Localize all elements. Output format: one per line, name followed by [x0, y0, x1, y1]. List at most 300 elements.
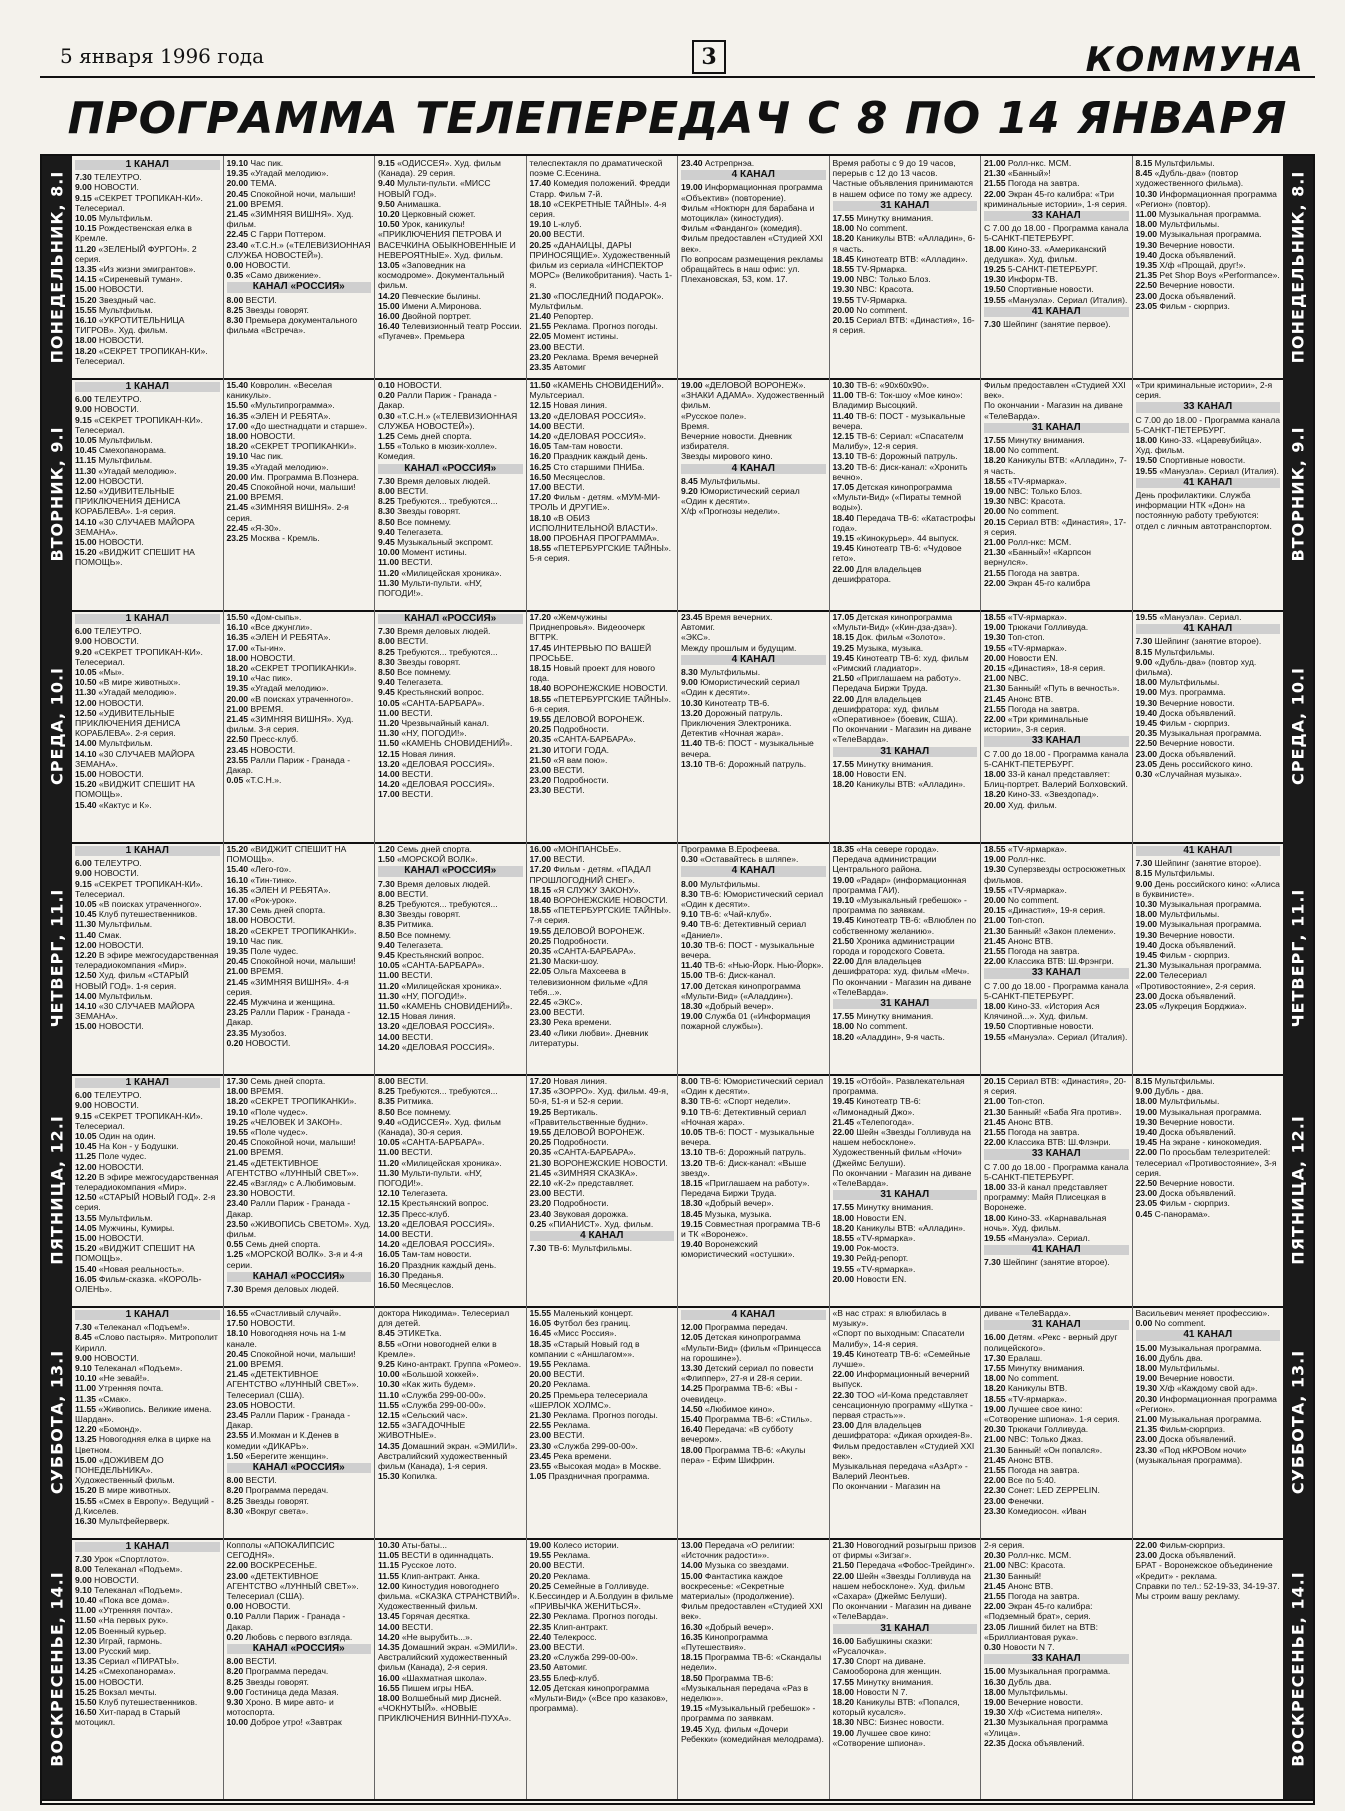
program-time: 16.50: [75, 1707, 97, 1718]
program-time: 20.30: [1135, 1393, 1158, 1404]
program-entry: [378, 1550, 523, 1560]
program-entry: [75, 930, 220, 940]
program-time: 13.20: [378, 1218, 400, 1229]
program-title: Программа передач.: [704, 1322, 788, 1333]
program-entry: [530, 1209, 675, 1219]
program-title: С Гарри Поттером.: [250, 229, 326, 240]
program-entry: [984, 1434, 1129, 1444]
program-time: 23.00: [1135, 1188, 1158, 1199]
program-time: 9.30: [226, 1697, 244, 1708]
program-entry: [681, 1673, 826, 1704]
program-entry: [530, 745, 675, 755]
program-title: ВЕСТИ.: [553, 1430, 585, 1441]
program-entry: [378, 854, 523, 864]
program-time: 17.30: [984, 1352, 1006, 1363]
program-entry: [681, 612, 826, 622]
program-entry: [530, 1471, 675, 1481]
program-title: «Только в мюзик-холле». Комедия.: [378, 441, 498, 462]
program-time: 13.10: [681, 1147, 703, 1158]
program-entry: [75, 950, 220, 970]
program-time: 8.45: [75, 1332, 92, 1343]
program-entry: [378, 537, 523, 547]
program-entry: [227, 1430, 372, 1450]
program-title: «СЕКРЕТ ТРОПИКАНКИ».: [250, 663, 357, 674]
program-time: 22.00: [832, 563, 855, 574]
channel-header: 1 КАНАЛ: [75, 382, 220, 392]
page-headline: ПРОГРАММА ТЕЛЕПЕРЕДАЧ С 8 ПО 14 ЯНВАРЯ: [67, 93, 1288, 144]
program-time: 9.00: [75, 1100, 92, 1111]
program-time: 15.20: [226, 844, 249, 854]
program-title: НОВОСТИ.: [94, 1352, 139, 1363]
program-title: ВЕСТИ.: [553, 420, 585, 431]
program-entry: [833, 513, 978, 533]
program-title: День российского кино.: [1159, 758, 1253, 769]
program-time: 20.20: [529, 1570, 552, 1581]
program-entry: [227, 523, 372, 533]
program-entry: [984, 547, 1129, 567]
program-time: 14.20: [529, 431, 552, 442]
program-entry: [530, 1318, 675, 1328]
program-time: 12.50: [75, 1192, 97, 1203]
channel-header: 41 КАНАЛ: [1136, 478, 1281, 488]
program-time: 15.00: [681, 970, 703, 981]
program-title: Телеканал «Подъем».: [94, 1363, 183, 1374]
program-time: 9.00: [1135, 656, 1153, 667]
program-time: 19.10: [529, 219, 552, 230]
program-time: 20.00: [984, 895, 1006, 906]
program-time: 22.00: [984, 714, 1006, 725]
program-title: Мультфильм.: [98, 919, 153, 930]
program-title: Ралли Париж - Гранада - Дакар.: [226, 1007, 351, 1028]
program-time: 9.00: [75, 868, 92, 879]
program-time: 22.35: [984, 1737, 1006, 1748]
program-time: 19.30: [1135, 1383, 1158, 1394]
program-title: Дубль два.: [1159, 1352, 1203, 1363]
program-time: 11.40: [681, 738, 703, 749]
program-title: «Заповедник на космодроме». Документальный фильм.: [378, 260, 505, 291]
program-title: Подробности.: [553, 1198, 609, 1209]
program-title: ТВ-6: Юмористический сериал «Один к десяти».: [681, 888, 824, 910]
program-time: 16.35: [681, 1631, 703, 1642]
program-entry: [75, 1656, 220, 1666]
schedule-column: [72, 1074, 224, 1306]
program-title: ВЕСТИ.: [401, 789, 434, 800]
program-title: ВРЕМЯ.: [250, 1147, 284, 1158]
program-entry: [227, 622, 372, 632]
program-time: 11.50: [378, 1001, 400, 1012]
program-title: Копполы «АПОКАЛИПСИС СЕГОДНЯ».: [226, 1540, 335, 1561]
program-entry: [530, 1560, 675, 1570]
program-time: 16.05: [378, 1249, 400, 1260]
program-title: Подробности.: [553, 935, 609, 946]
program-title: Вечерние новости.: [1007, 1697, 1084, 1708]
program-title: «СЕКРЕТ ТРОПИКАНКИ».: [250, 441, 357, 452]
program-time: 0.55: [226, 1239, 244, 1250]
program-entry: [984, 946, 1129, 956]
program-time: 21.30: [529, 744, 552, 755]
program-time: 7.30: [226, 1284, 244, 1295]
program-entry: [984, 800, 1129, 810]
program-time: 10.45: [75, 1141, 97, 1152]
program-title: Для владельцев дешифратора.: [832, 563, 922, 584]
program-time: 23.00: [529, 765, 552, 776]
program-entry: [1136, 158, 1281, 168]
program-title: «ДЕЛОВАЯ РОССИЯ».: [553, 431, 647, 442]
program-entry: [833, 1233, 978, 1243]
issue-date: 5 января 1996 года: [60, 44, 265, 68]
program-time: 18.15: [681, 1178, 703, 1189]
program-entry: [378, 1117, 523, 1137]
program-title: С 7.00 до 18.00 - Программа канала 5-САНКТ-ПЕТЕРБУРГ.: [1135, 414, 1280, 435]
program-time: 13.20: [681, 707, 703, 718]
program-title: Банный! «Закон племени».: [1007, 925, 1116, 936]
program-title: Все помнему.: [397, 929, 452, 940]
program-time: 19.35: [226, 946, 249, 957]
program-title: В эфире межгосударственная телерадиокомпания «Мир».: [75, 950, 219, 971]
program-title: Частные объявления принимаются в нашем офисе по тому же адресу.: [832, 178, 974, 199]
program-entry: [227, 441, 372, 451]
program-title: ВЕСТИ.: [553, 1642, 585, 1653]
program-entry: [1136, 1127, 1281, 1137]
program-time: 17.00: [226, 420, 249, 431]
program-time: 10.50: [75, 677, 97, 688]
program-title: Кино-антракт. Группа «Ромео».: [397, 1359, 522, 1370]
program-time: 18.55: [529, 543, 552, 554]
program-entry: [984, 1581, 1129, 1591]
program-title: Новый проект для нового года.: [529, 663, 656, 684]
program-time: 15.00: [75, 769, 97, 780]
program-title: Ковролин. «Веселая каникулы».: [226, 380, 332, 401]
program-time: 18.55: [984, 612, 1006, 622]
program-title: Программа ТВ-6: «Стиль».: [704, 1414, 813, 1425]
program-time: 18.00: [984, 1686, 1006, 1697]
program-title: «ОДИССЕЯ». Худ. фильм (Канада), 30-я серия.: [378, 1116, 501, 1138]
program-entry: [75, 486, 220, 517]
program-entry: [227, 1239, 372, 1249]
program-title: Мультфильмы.: [1159, 1363, 1220, 1374]
program-title: Мультфильмы.: [1159, 219, 1220, 230]
program-time: 19.00: [832, 1243, 855, 1254]
program-title: «Мануэла». Сериал.: [1007, 1233, 1090, 1244]
day-label-text: СУББОТА, 13.I: [1288, 1349, 1308, 1495]
program-entry: [75, 295, 220, 305]
program-entry: [681, 1096, 826, 1106]
program-title: «ДЕЛОВАЯ РОССИЯ».: [401, 779, 495, 790]
program-title: Вечерние новости.: [1159, 697, 1235, 708]
program-entry: [833, 431, 978, 451]
program-time: 15.00: [75, 1454, 97, 1465]
program-time: 15.20: [75, 547, 97, 558]
program-entry: [984, 1560, 1129, 1570]
program-time: 11.30: [378, 990, 400, 1001]
program-title: «Приглашаем на работу». Передача Биржи Труда.: [681, 1178, 810, 1199]
program-title: ВЕСТИ.: [245, 1475, 277, 1486]
program-title: Звезды говорят.: [397, 656, 461, 667]
program-title: «Оставайтесь в шляпе».: [700, 854, 799, 865]
program-time: 15.00: [1135, 1342, 1158, 1353]
program-time: 20.15: [984, 1076, 1006, 1086]
program-title: «Лики любви». Дневник литературы.: [529, 1027, 649, 1048]
program-entry: [530, 380, 675, 400]
program-entry: [833, 1390, 978, 1421]
program-entry: [530, 229, 675, 239]
program-title: Требуются... требуются...: [397, 496, 498, 507]
program-entry: [530, 1086, 675, 1106]
program-time: 19.50: [1135, 455, 1158, 466]
program-entry: [681, 506, 826, 516]
program-title: Русское лото.: [401, 1560, 457, 1571]
program-time: 1.50: [226, 1450, 244, 1461]
program-time: 11.00: [378, 557, 400, 568]
day-label-left: [42, 378, 72, 610]
program-title: Время работы с 9 до 19 часов, перерыв с 12 до 13 часов.: [832, 158, 956, 179]
program-time: 21.55: [984, 703, 1006, 714]
program-entry: [227, 1328, 372, 1348]
program-entry: [530, 462, 675, 472]
program-time: 11.50: [378, 738, 400, 749]
program-title: NBC: Только Блоз.: [1007, 486, 1083, 497]
program-entry: [75, 415, 220, 435]
program-title: Банный!: [1007, 1570, 1042, 1581]
program-time: 19.30: [832, 284, 855, 295]
program-entry: [75, 636, 220, 646]
program-entry: [227, 1007, 372, 1027]
program-title: ВЕСТИ.: [553, 854, 585, 865]
program-entry: [227, 270, 372, 280]
program-entry: [227, 1369, 372, 1400]
program-entry: [378, 991, 523, 1001]
program-entry: [530, 1028, 675, 1048]
day-columns: [72, 610, 1283, 842]
program-title: Мужчина и женщина.: [250, 997, 336, 1008]
program-title: «СЕКРЕТ ТРОПИКАН-КИ». Телесериал.: [75, 878, 203, 899]
program-entry: [227, 451, 372, 461]
program-title: Передача ТВ-6: «Катастрофы года».: [832, 512, 976, 533]
program-entry: [984, 445, 1129, 455]
program-entry: [530, 1188, 675, 1198]
program-time: 18.20: [984, 789, 1006, 800]
program-entry: [681, 677, 826, 697]
program-time: 11.00: [378, 1147, 400, 1158]
program-entry: [984, 1550, 1129, 1560]
program-entry: [378, 1359, 523, 1369]
day-columns: [72, 1306, 1283, 1538]
program-title: Время деловых людей.: [397, 878, 491, 889]
program-time: 17.45: [529, 642, 552, 653]
program-time: 19.30: [832, 1253, 855, 1264]
program-entry: [227, 895, 372, 905]
program-time: 19.50: [984, 1021, 1006, 1032]
program-time: 16.55: [378, 1682, 400, 1693]
channel-header: 31 КАНАЛ: [833, 201, 978, 211]
program-title: Воронежский юмористический «остушки».: [681, 1239, 795, 1260]
program-time: 19.00: [832, 274, 855, 285]
program-entry: [227, 315, 372, 335]
program-title: ВОСКРЕСЕНЬЕ.: [250, 1560, 318, 1571]
program-time: 16.35: [226, 884, 249, 895]
schedule-column: [375, 1538, 527, 1799]
program-entry: [833, 158, 978, 178]
program-entry: [75, 445, 220, 455]
program-time: 23.50: [529, 1662, 552, 1673]
program-title: «САНТА-БАРБАРА».: [553, 1147, 636, 1158]
program-entry: [984, 1096, 1129, 1106]
program-title: Программа передач.: [245, 1485, 329, 1496]
program-time: 14.15: [75, 274, 97, 285]
program-entry: [378, 1001, 523, 1011]
program-entry: [984, 1233, 1129, 1243]
program-time: 19.55: [984, 1233, 1006, 1244]
program-time: 11.30: [75, 919, 97, 930]
program-title: Кино-33. «Звездопад».: [1007, 789, 1099, 800]
program-time: 22.50: [1135, 280, 1158, 291]
program-entry: [530, 946, 675, 956]
program-title: Мультфильмы.: [700, 878, 761, 889]
program-title: ВЕСТИ.: [553, 1188, 585, 1199]
program-entry: [1136, 1308, 1281, 1318]
program-entry: [227, 1219, 372, 1239]
program-entry: [75, 1707, 220, 1727]
program-title: ВЕСТИ.: [401, 557, 433, 568]
program-title: Реклама.: [553, 1379, 591, 1390]
program-entry: [227, 755, 372, 775]
program-title: «Рок-урок».: [250, 895, 297, 906]
program-entry: [227, 1410, 372, 1430]
program-title: Фильм - детям. «ПАДАЛ ПРОШЛОГОДНИЙ СНЕГ».: [529, 864, 651, 885]
program-time: 20.30: [984, 1424, 1006, 1435]
program-title: «Пока все дома».: [98, 1595, 170, 1606]
program-time: 9.00: [75, 1574, 92, 1585]
program-title: ВРЕМЯ.: [250, 198, 284, 209]
program-title: «Вокруг света».: [245, 1505, 309, 1516]
program-title: «ЗИМНЯЯ ВИШНЯ». 4-я серия.: [226, 976, 349, 997]
program-title: «30 СЛУЧАЕВ МАЙОРА ЗЕМАНА».: [75, 516, 195, 537]
program-title: НОВОСТИ.: [98, 335, 144, 346]
program-time: 9.15: [75, 878, 92, 889]
schedule-column: [981, 610, 1133, 842]
program-title: Сто старшими ПНИБа.: [553, 461, 645, 472]
program-title: «Милицейская хроника».: [401, 980, 502, 991]
program-entry: [681, 233, 826, 253]
day-label-right: [1283, 378, 1313, 610]
program-title: «Три криминальные истории», 3-я серия.: [984, 714, 1089, 735]
program-entry: [833, 1636, 978, 1656]
program-time: 6.00: [75, 858, 92, 869]
program-time: 12.50: [75, 486, 97, 497]
program-title: День российского кино: «Алиса в буквинисте».: [1135, 878, 1280, 899]
program-entry: [1136, 677, 1281, 687]
program-title: Кино-33. «Американский дедушка». Худ. фильм.: [984, 243, 1107, 264]
program-time: 15.40: [681, 1414, 703, 1425]
program-title: «НУ, ПОГОДИ!».: [401, 728, 467, 739]
program-entry: [227, 612, 372, 622]
program-time: 19.10: [226, 673, 249, 684]
program-time: 10.30: [1135, 899, 1158, 910]
program-time: 13.20: [378, 1021, 400, 1032]
program-time: 0.00: [1135, 1318, 1153, 1329]
program-title: Время деловых людей.: [397, 626, 491, 637]
program-entry: [227, 305, 372, 315]
program-entry: [1136, 229, 1281, 239]
program-entry: [75, 1666, 220, 1676]
program-entry: [75, 284, 220, 294]
program-entry: [984, 1032, 1129, 1042]
program-title: Информационный вечерний выпуск.: [832, 1369, 970, 1390]
program-entry: [833, 1096, 978, 1116]
program-entry: [530, 854, 675, 864]
program-entry: [378, 1168, 523, 1188]
program-time: 12.15: [832, 431, 855, 442]
program-title: ТВ-6: Диск-канал: «Хронить вечно».: [832, 461, 968, 482]
program-title: С 7.00 до 18.00 - Программа канала 5-САНКТ-ПЕТЕРБУРГ.: [984, 980, 1129, 1001]
program-entry: [378, 506, 523, 516]
program-entry: [227, 260, 372, 270]
program-title: «Огни новогодней елки в Кремле».: [378, 1338, 497, 1359]
program-time: 0.20: [226, 1631, 244, 1642]
program-entry: [833, 315, 978, 335]
program-entry: [227, 1107, 372, 1117]
program-time: 23.00: [1135, 748, 1158, 759]
program-entry: [227, 1496, 372, 1506]
program-title: Чрезвычайный канал.: [401, 718, 490, 729]
program-entry: [378, 1086, 523, 1096]
program-entry: [378, 1673, 523, 1683]
program-time: 9.10: [681, 909, 698, 920]
channel-header: 31 КАНАЛ: [833, 1624, 978, 1634]
program-time: 19.30: [1135, 929, 1158, 940]
program-title: Фильм предоставлен «Студией XXI век».: [984, 380, 1126, 401]
schedule-column: [527, 1306, 679, 1538]
program-title: «Мануэла». Сериал (Италия).: [1159, 465, 1279, 476]
program-title: «Служба 299-00-00».: [401, 1399, 486, 1410]
program-time: 20.00: [984, 652, 1006, 663]
program-title: Фильм - детям. «МУМ-МИ-ТРОЛЬ И ДРУГИЕ».: [529, 492, 661, 513]
program-time: 21.30: [984, 168, 1006, 179]
program-time: 8.00: [378, 486, 395, 497]
program-time: 15.00: [681, 1570, 703, 1581]
program-title: Семь дней спорта.: [397, 844, 472, 854]
program-entry: [378, 950, 523, 960]
program-time: 14.20: [378, 1239, 400, 1250]
program-entry: [378, 1611, 523, 1621]
program-title: Новости EN.: [856, 1212, 907, 1223]
program-time: 18.00: [984, 445, 1006, 456]
program-entry: [378, 879, 523, 889]
program-title: Анонс ВТВ.: [1007, 1580, 1054, 1591]
program-time: 20.35: [529, 734, 552, 745]
program-time: 19.45: [832, 652, 855, 663]
program-time: 11.20: [378, 567, 400, 578]
program-time: 11.40: [681, 960, 703, 971]
program-title: Фильм «Фанданго» (комедия).: [681, 223, 803, 234]
program-title: Волшебный мир Дисней. «ЧОКНУТЫЙ». «НОВЫЕ ПРИКЛЮЧЕНИЯ ВИННИ-ПУХА».: [378, 1693, 512, 1724]
schedule-column: [1133, 1306, 1284, 1538]
program-title: «СЕКРЕТ ТРОПИКАН-КИ». Телесериал.: [75, 1110, 203, 1131]
program-title: «СЕКРЕТ ТРОПИКАН-КИ». Телесериал.: [75, 192, 203, 213]
program-time: 18.00: [984, 1182, 1006, 1193]
program-title: «ОДИССЕЯ». Худ. фильм (Канада). 29 серия.: [378, 158, 501, 179]
program-title: Передача: «В субботу вечером».: [681, 1424, 794, 1445]
day-row: [42, 1074, 1313, 1308]
program-title: Реклама.: [553, 1570, 591, 1581]
program-entry: [984, 653, 1129, 663]
program-title: Классика ВТВ: Ш.Флэнри.: [1007, 1137, 1111, 1148]
program-entry: [530, 1673, 675, 1683]
program-title: Мультфильмы.: [700, 475, 761, 486]
program-title: Реклама.: [553, 1420, 591, 1431]
program-entry: [1136, 1434, 1281, 1444]
program-entry: [530, 1007, 675, 1017]
